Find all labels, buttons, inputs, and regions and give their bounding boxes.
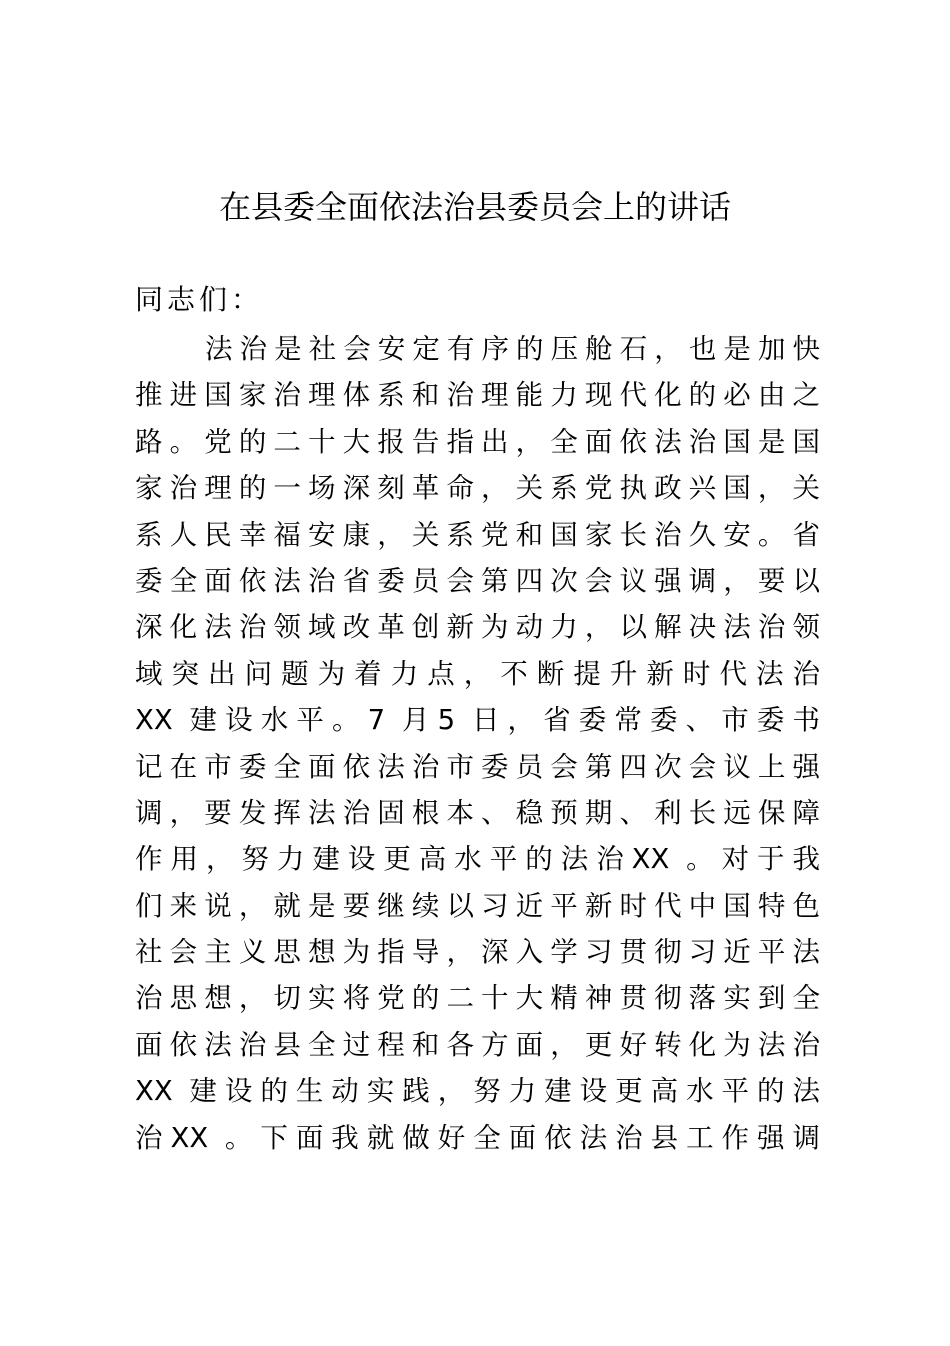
paragraph-line: XX 建设的生动实践，努力建设更高水平的法 [135, 1075, 820, 1108]
paragraph-line: 们来说，就是要继续以习近平新时代中国特色 [135, 889, 820, 922]
salutation: 同志们： [135, 283, 264, 316]
paragraph-line: 调，要发挥法治固根本、稳预期、利长远保障 [135, 796, 820, 829]
body-paragraph [135, 326, 820, 1161]
paragraph-line: 域突出问题为着力点，不断提升新时代法治 [135, 657, 820, 690]
paragraph-line: 推进国家治理体系和治理能力现代化的必由之 [135, 379, 820, 412]
paragraph-line: 路。党的二十大报告指出，全面依法治国是国 [135, 425, 820, 458]
paragraph-line: 委全面依法治省委员会第四次会议强调，要以 [135, 564, 820, 597]
paragraph-line: 深化法治领域改革创新为动力，以解决法治领 [135, 611, 820, 644]
paragraph-line: 社会主义思想为指导，深入学习贯彻习近平法 [135, 936, 820, 969]
paragraph-line: 治XX 。下面我就做好全面依法治县工作强调 [135, 1121, 820, 1154]
paragraph-line: 法治是社会安定有序的压舱石，也是加快 [205, 333, 820, 365]
paragraph-line: XX 建设水平。7 月5 日，省委常委、市委书 [135, 704, 820, 737]
paragraph-line: 面依法治县全过程和各方面，更好转化为法治 [135, 1028, 820, 1061]
paragraph-line: 系人民幸福安康，关系党和国家长治久安。省 [135, 518, 820, 551]
paragraph-line: 作用，努力建设更高水平的法治XX 。对于我 [135, 843, 820, 876]
paragraph-line: 治思想，切实将党的二十大精神贯彻落实到全 [135, 982, 820, 1015]
paragraph-line: 家治理的一场深刻革命，关系党执政兴国，关 [135, 472, 820, 505]
document-title: 在县委全面依法治县委员会上的讲话 [218, 188, 731, 226]
paragraph-line: 记在市委全面依法治市委员会第四次会议上强 [135, 750, 820, 783]
